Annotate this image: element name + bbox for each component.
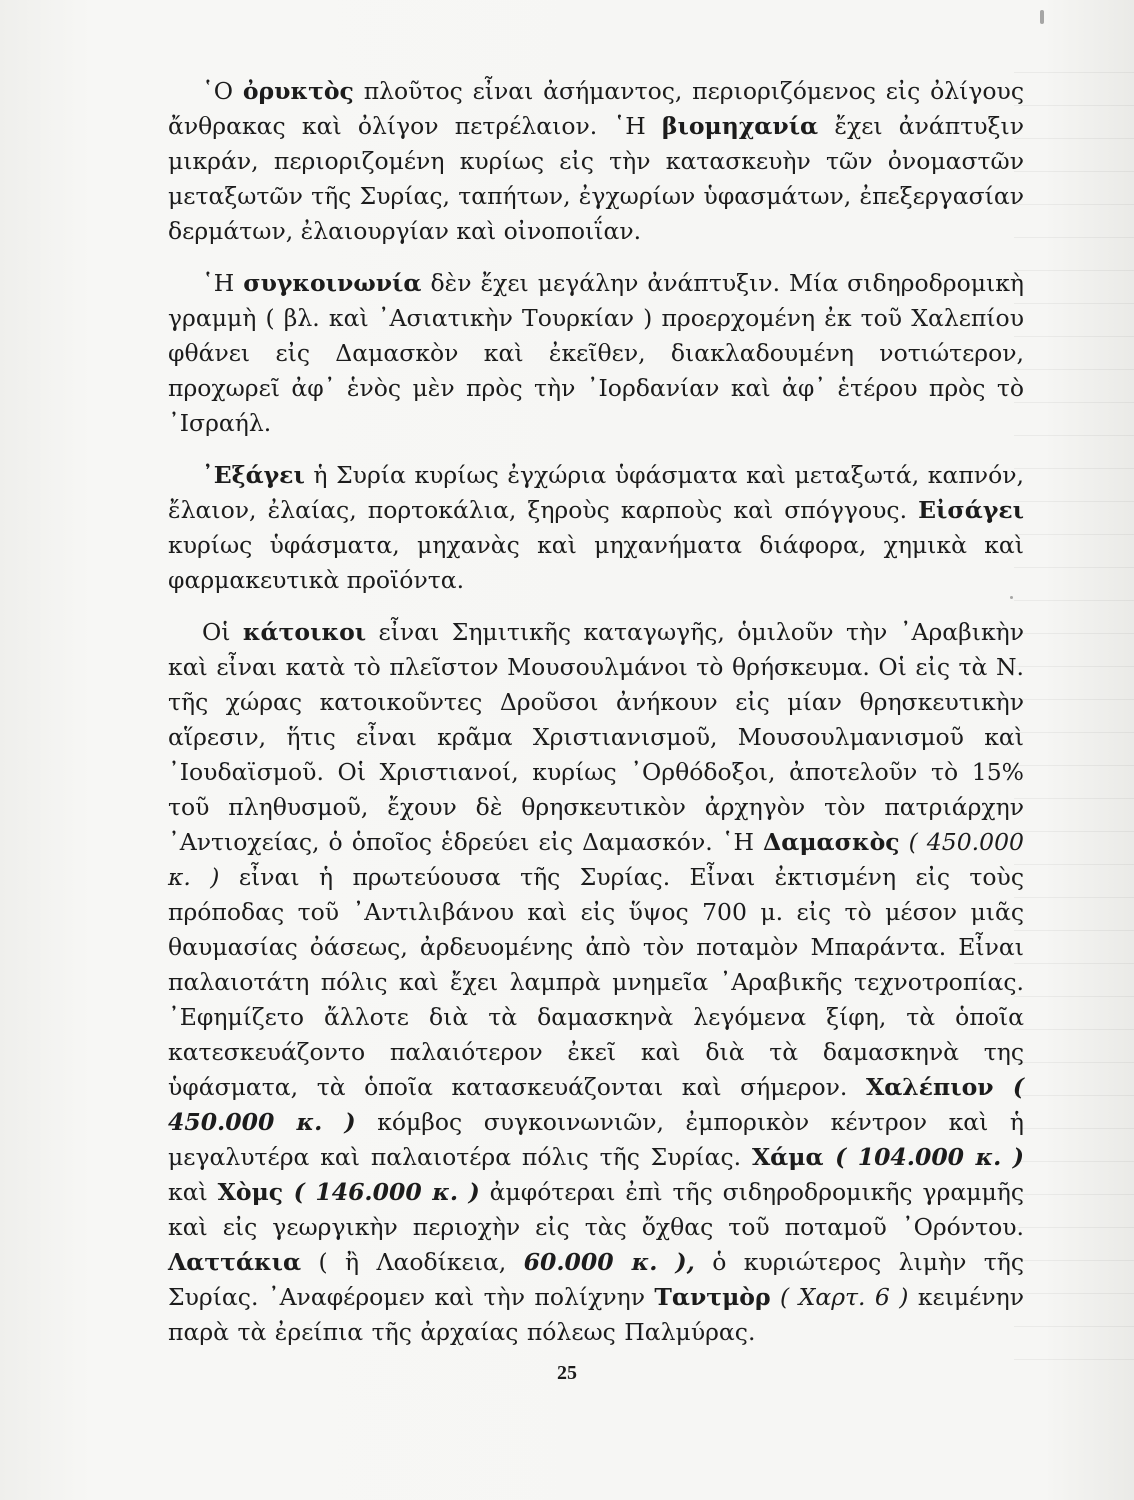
city-hama: Χάμα: [751, 1143, 824, 1171]
text-run: καὶ: [168, 1178, 218, 1206]
city-latakia: Λαττάκια: [168, 1248, 302, 1276]
keyword-inhabitants: κάτοικοι: [242, 618, 367, 646]
text-run: ῾Ο: [202, 77, 243, 105]
text-run: ἡ Συρία κυρίως ἐγχώρια ὑφάσματα καὶ μεταξωτά, καπνόν, ἔλαιον, ἐλαίας, πορτοκάλια, ξηροὺς καρποὺς καὶ σπόγγους.: [168, 461, 1024, 524]
text-run: ( ἢ Λαοδίκεια,: [301, 1248, 524, 1276]
population-latakia: 60.000 κ. ),: [523, 1248, 695, 1276]
text-run: ῾Η: [202, 269, 244, 297]
text-run: ἀμφότεραι ἐπὶ τῆς σιδηροδρομικῆς γραμμῆς καὶ εἰς γεωργικὴν περιοχὴν εἰς τὰς ὄχθας τοῦ ποταμοῦ ᾿Ορόντου.: [168, 1178, 1024, 1241]
keyword-exports: ᾿Εξάγει: [202, 461, 305, 489]
city-aleppo: Χαλέπιον: [865, 1073, 994, 1101]
text-run: κόμβος συγκοινωνιῶν, ἐμπορικὸν κέντρον καὶ ἡ μεγαλυτέρα καὶ παλαιοτέρα πόλις τῆς Συρίας.: [168, 1108, 1024, 1171]
city-tadmor: Ταντμὸρ: [654, 1283, 771, 1311]
text-run: Οἱ: [202, 618, 243, 646]
text-run: ὁ κυριώτερος λιμὴν τῆς Συρίας. ᾿Αναφέρομεν καὶ τὴν πολίχνην: [168, 1248, 1024, 1311]
text-run: πλοῦτος εἶναι ἀσήμαντος, περιοριζόμενος εἰς ὀλίγους ἄνθρακας καὶ ὀλίγον πετρέλαιον. ῾Η: [168, 77, 1024, 140]
city-damascus: Δαμασκὸς: [763, 828, 900, 856]
text-run: ἔχει ἀνάπτυξιν μικράν, περιοριζομένη κυρίως εἰς τὴν κατασκευὴν τῶν ὀνομαστῶν μεταξωτῶν τῆς Συρίας, ταπήτων, ἐγχωρίων ὑφασμάτων, ἐπεξεργασίαν δερμάτων, ἐλαιουργίαν καὶ οἰνοποιΐαν.: [168, 112, 1024, 245]
keyword-communication: συγκοινωνία: [243, 269, 422, 297]
scan-speck: [1040, 10, 1044, 24]
keyword-imports: Εἰσάγει: [918, 496, 1024, 524]
show-through-bleed: [1014, 60, 1134, 1360]
text-run: εἶναι Σημιτικῆς καταγωγῆς, ὁμιλοῦν τὴν ᾿Αραβικὴν καὶ εἶναι κατὰ τὸ πλεῖστον Μουσουλμάνοι τὸ θρήσκευμα. Οἱ εἰς τὰ Ν. τῆς χώρας κατοικοῦντες Δροῦσοι ἀνήκουν εἰς μίαν θρησκευτικὴν αἵρεσιν, ἥτις εἶναι κρᾶμα Χριστιανισμοῦ, Μουσουλμανισμοῦ καὶ ᾿Ιουδαϊσμοῦ. Οἱ Χριστιανοί, κυρίως ᾿Ορθόδοξοι, ἀποτελοῦν τὸ 15% τοῦ πληθυσμοῦ, ἔχουν δὲ θρησκευτικὸν ἀρχηγὸν τὸν πατριάρχην ᾿Αντιοχείας, ὁ ὁποῖος ἑδρεύει εἰς Δαμασκόν. ῾Η: [168, 618, 1024, 856]
text-run: δὲν ἔχει μεγάλην ἀνάπτυξιν. Μία σιδηροδρομικὴ γραμμὴ ( βλ. καὶ ᾿Ασιατικὴν Τουρκίαν ) προερχομένη ἐκ τοῦ Χαλεπίου φθάνει εἰς Δαμασκὸν καὶ ἐκεῖθεν, διακλαδουμένη νοτιώτερον, προχωρεῖ ἀφ᾿ ἑνὸς μὲν πρὸς τὴν ᾿Ιορδανίαν καὶ ἀφ᾿ ἑτέρου πρὸς τὸ ᾿Ισραήλ.: [168, 269, 1024, 437]
population-damascus: ( 450.000 κ. ): [168, 828, 1024, 891]
text-run: κυρίως ὑφάσματα, μηχανὰς καὶ μηχανήματα διάφορα, χημικὰ καὶ φαρμακευτικὰ προϊόντα.: [168, 531, 1024, 594]
body-text: [168, 74, 1024, 1350]
map-reference: ( Χαρτ. 6 ): [770, 1283, 909, 1311]
city-homs: Χὸμς: [217, 1178, 284, 1206]
paragraph-trade: [168, 458, 1024, 598]
text-run: κειμένην παρὰ τὰ ἐρείπια τῆς ἀρχαίας πόλεως Παλμύρας.: [168, 1283, 1025, 1346]
paragraph-communication: [168, 266, 1024, 441]
text-run: εἶναι ἡ πρωτεύουσα τῆς Συρίας. Εἶναι ἐκτισμένη εἰς τοὺς πρόποδας τοῦ ᾿Αντιλιβάνου καὶ εἰς ὕψος 700 μ. εἰς τὸ μέσον μιᾶς θαυμασίας ὀάσεως, ἀρδευομένης ἀπὸ τὸν ποταμὸν Μπαράντα. Εἶναι παλαιοτάτη πόλις καὶ ἔχει λαμπρὰ μνημεῖα ᾿Αραβικῆς τεχνοτροπίας. ᾿Εφημίζετο ἄλλοτε διὰ τὰ δαμασκηνὰ λεγόμενα ξίφη, τὰ ὁποῖα κατεσκευάζοντο παλαιότερον ἐκεῖ καὶ διὰ τὰ δαμασκηνὰ της ὑφάσματα, τὰ ὁποῖα κατασκευάζονται καὶ σήμερον.: [168, 863, 1024, 1101]
population-hama: ( 104.000 κ. ): [823, 1143, 1024, 1171]
paragraph-mining-industry: [168, 74, 1024, 249]
page-number: 25: [557, 1362, 577, 1384]
keyword-industry: βιομηχανία: [661, 112, 819, 140]
population-aleppo: ( 450.000 κ. ): [168, 1073, 1024, 1136]
population-homs: ( 146.000 κ. ): [283, 1178, 480, 1206]
keyword-mining: ὀρυκτὸς: [242, 77, 354, 105]
paragraph-inhabitants-cities: [168, 615, 1024, 1350]
